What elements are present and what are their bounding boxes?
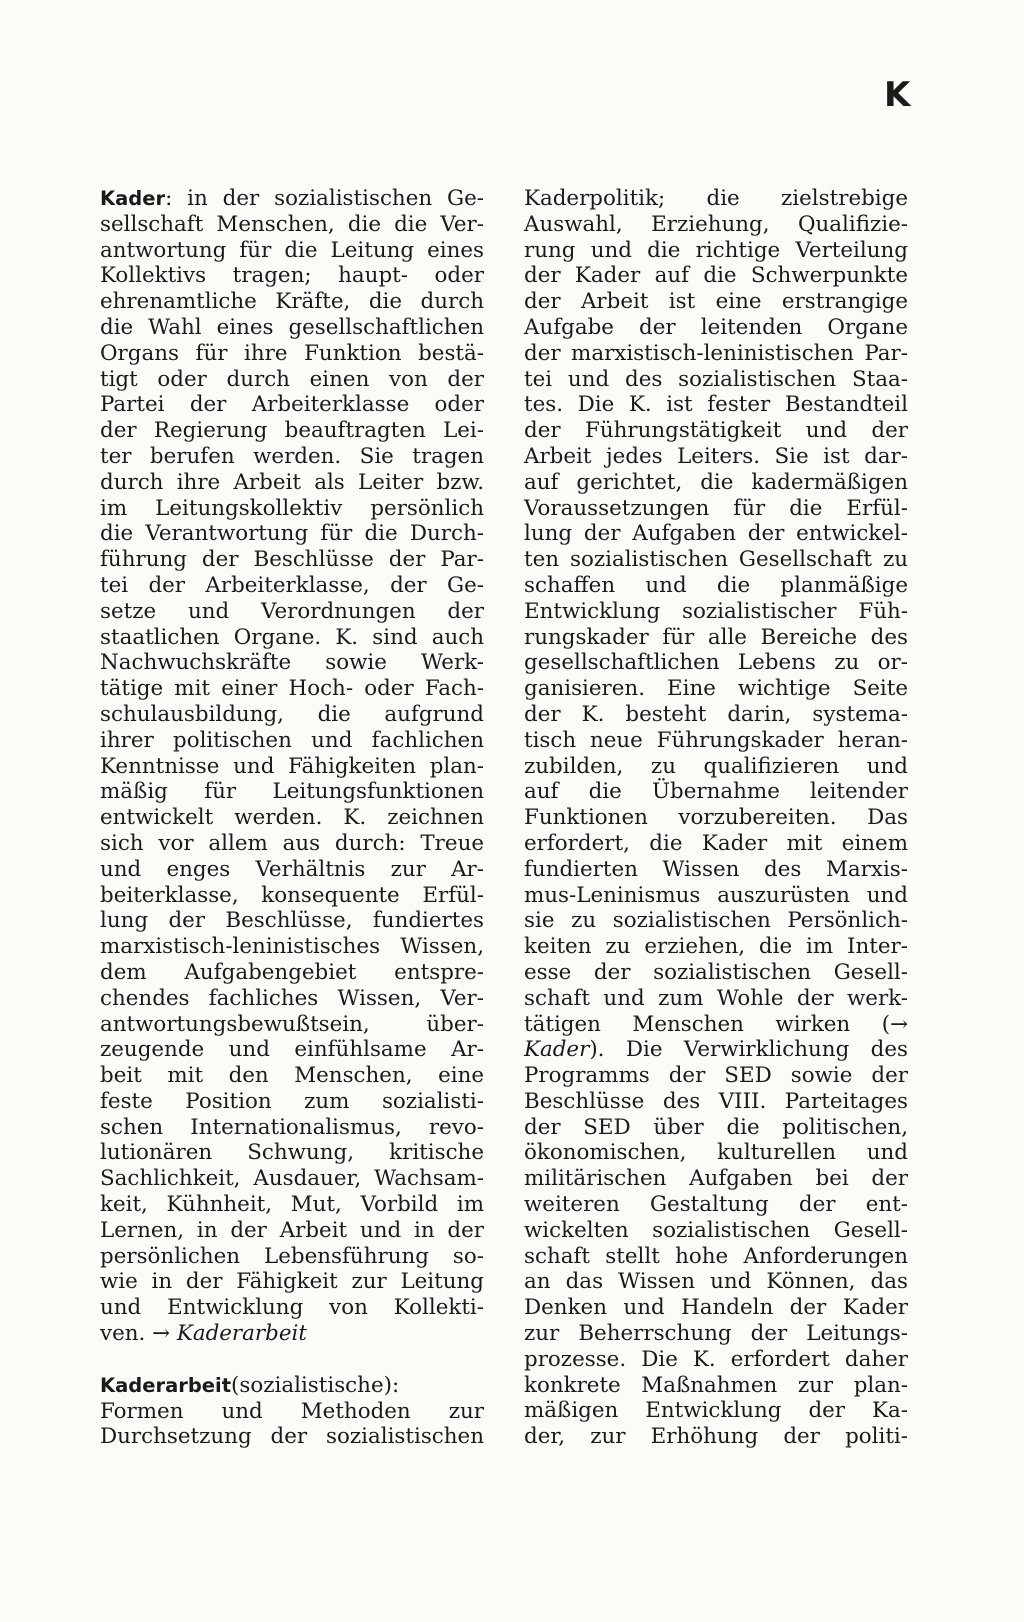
text-line: der Arbeit ist eine erstrangige — [524, 289, 908, 315]
text-line: rung und die richtige Verteilung — [524, 237, 908, 263]
entry-kaderarbeit-continued-body-2 — [524, 1063, 908, 1450]
text-line: erfordert, die Kader mit einem — [524, 830, 908, 856]
text-line: prozesse. Die K. erfordert daher — [524, 1346, 908, 1372]
text-line: weiteren Gestaltung der ent- — [524, 1192, 908, 1218]
text-line: beit mit den Menschen, eine — [100, 1063, 484, 1089]
text-line: Lernen, in der Arbeit und in der — [100, 1217, 484, 1243]
text-line: die Wahl eines gesellschaftlichen — [100, 314, 484, 340]
text-line: wie in der Fähigkeit zur Leitung — [100, 1269, 484, 1295]
text-line: ter berufen werden. Sie tragen — [100, 443, 484, 469]
text-line: Sachlichkeit, Ausdauer, Wachsam- — [100, 1166, 484, 1192]
text-line: der Kader auf die Schwerpunkte — [524, 263, 908, 289]
entry-kaderarbeit-first-line — [100, 1373, 484, 1399]
text-line: sellschaft Menschen, die die Ver- — [100, 211, 484, 237]
text-line: dem Aufgabengebiet entspre- — [100, 959, 484, 985]
text-line: der Regierung beauftragten Lei- — [100, 418, 484, 444]
text-line: ten sozialistischen Gesellschaft zu — [524, 547, 908, 573]
text-line: Denken und Handeln der Kader — [524, 1295, 908, 1321]
text-line: Organs für ihre Funktion bestä- — [100, 340, 484, 366]
text-line: fundierten Wissen des Marxis- — [524, 856, 908, 882]
text-line: schen Internationalismus, revo- — [100, 1114, 484, 1140]
entry-kaderarbeit-continued-body — [524, 186, 908, 1037]
entry-kaderarbeit-first-line-text: (sozialistische): — [231, 1372, 400, 1398]
text-line: wickelten sozialistischen Gesell- — [524, 1217, 908, 1243]
text-line: feste Position zum sozialisti- — [100, 1088, 484, 1114]
text-line: zubilden, zu qualifizieren und — [524, 753, 908, 779]
text-line: chendes fachliches Wissen, Ver- — [100, 985, 484, 1011]
text-line: mäßigen Entwicklung der Ka- — [524, 1398, 908, 1424]
text-line: Kenntnisse und Fähigkeiten plan- — [100, 753, 484, 779]
text-line: auf gerichtet, die kadermäßigen — [524, 469, 908, 495]
text-line: antwortungsbewußtsein, über- — [100, 1011, 484, 1037]
text-line: tätigen Menschen wirken (→ — [524, 1011, 908, 1037]
text-line: keit, Kühnheit, Mut, Vorbild im — [100, 1192, 484, 1218]
text-line: setze und Verordnungen der — [100, 598, 484, 624]
headword-kader: Kader — [100, 187, 166, 210]
entry-kader-first-line-text: : in der sozialistischen Ge- — [165, 186, 484, 211]
text-line: der marxistisch-leninistischen Par- — [524, 340, 908, 366]
text-line: tätige mit einer Hoch- oder Fach- — [100, 676, 484, 702]
text-line: und Entwicklung von Kollekti- — [100, 1295, 484, 1321]
text-line: auf die Übernahme leitender — [524, 779, 908, 805]
text-line: Partei der Arbeiterklasse oder — [100, 392, 484, 418]
text-line: tei der Arbeiterklasse, der Ge- — [100, 572, 484, 598]
text-line: und enges Verhältnis zur Ar- — [100, 856, 484, 882]
text-line: Programms der SED sowie der — [524, 1063, 908, 1089]
text-line: Kaderpolitik; die zielstrebige — [524, 186, 908, 211]
text-line: durch ihre Arbeit als Leiter bzw. — [100, 469, 484, 495]
section-letter: K — [884, 75, 911, 115]
text-line: tei und des sozialistischen Staa- — [524, 366, 908, 392]
text-line: entwickelt werden. K. zeichnen — [100, 805, 484, 831]
text-line: lutionären Schwung, kritische — [100, 1140, 484, 1166]
entry-kaderarbeit-body — [100, 1399, 484, 1451]
entry-kaderarbeit-ref-line-text: ). Die Verwirklichung des — [589, 1037, 908, 1063]
text-line: lung der Beschlüsse, fundiertes — [100, 908, 484, 934]
text-line: zeugende und einfühlsame Ar- — [100, 1037, 484, 1063]
text-line: Aufgabe der leitenden Organe — [524, 314, 908, 340]
left-column — [100, 186, 484, 1450]
text-line: Beschlüsse des VIII. Parteitages — [524, 1088, 908, 1114]
text-line: mäßig für Leitungsfunktionen — [100, 779, 484, 805]
text-line: ihrer politischen und fachlichen — [100, 727, 484, 753]
text-line: Voraussetzungen für die Erfül- — [524, 495, 908, 521]
text-line: Auswahl, Erziehung, Qualifizie- — [524, 211, 908, 237]
text-line: ganisieren. Eine wichtige Seite — [524, 676, 908, 702]
text-line: staatlichen Organe. K. sind auch — [100, 624, 484, 650]
entry-kaderarbeit-ref-line — [524, 1037, 908, 1063]
text-line: zur Beherrschung der Leitungs- — [524, 1321, 908, 1347]
entry-gap — [100, 1347, 484, 1373]
text-line: tisch neue Führungskader heran- — [524, 727, 908, 753]
entry-kader-last-line-text: ven. → — [100, 1321, 177, 1347]
text-line: sich vor allem aus durch: Treue — [100, 830, 484, 856]
right-column — [524, 186, 908, 1450]
text-line: Nachwuchskräfte sowie Werk- — [100, 650, 484, 676]
text-line: schaft und zum Wohle der werk- — [524, 985, 908, 1011]
text-line: konkrete Maßnahmen zur plan- — [524, 1372, 908, 1398]
text-line: antwortung für die Leitung eines — [100, 237, 484, 263]
text-line: an das Wissen und Können, das — [524, 1269, 908, 1295]
text-line: rungskader für alle Bereiche des — [524, 624, 908, 650]
text-line: der K. besteht darin, systema- — [524, 701, 908, 727]
text-line: marxistisch-leninistisches Wissen, — [100, 934, 484, 960]
text-line: lung der Aufgaben der entwickel- — [524, 521, 908, 547]
text-line: der, zur Erhöhung der politi- — [524, 1424, 908, 1450]
text-line: Arbeit jedes Leiters. Sie ist dar- — [524, 443, 908, 469]
text-line: schaffen und die planmäßige — [524, 572, 908, 598]
text-line: esse der sozialistischen Gesell- — [524, 959, 908, 985]
headword-kaderarbeit: Kaderarbeit — [100, 1373, 232, 1397]
text-line: schaft stellt hohe Anforderungen — [524, 1243, 908, 1269]
text-line: Durchsetzung der sozialistischen — [100, 1424, 484, 1450]
text-line: ehrenamtliche Kräfte, die durch — [100, 289, 484, 315]
text-line: persönlichen Lebensführung so- — [100, 1243, 484, 1269]
text-line: sie zu sozialistischen Persönlich- — [524, 908, 908, 934]
text-line: Kollektivs tragen; haupt- oder — [100, 263, 484, 289]
text-line: militärischen Aufgaben bei der — [524, 1166, 908, 1192]
text-line: schulausbildung, die aufgrund — [100, 701, 484, 727]
text-line: Formen und Methoden zur — [100, 1398, 484, 1424]
text-line: tigt oder durch einen von der — [100, 366, 484, 392]
text-line: Entwicklung sozialistischer Füh- — [524, 598, 908, 624]
cross-reference-kader[interactable]: Kader — [524, 1037, 590, 1063]
text-line: ökonomischen, kulturellen und — [524, 1140, 908, 1166]
text-line: beiterklasse, konsequente Erfül- — [100, 882, 484, 908]
text-line: gesellschaftlichen Lebens zu or- — [524, 650, 908, 676]
text-line: im Leitungskollektiv persönlich — [100, 495, 484, 521]
text-line: führung der Beschlüsse der Par- — [100, 547, 484, 573]
text-line: Funktionen vorzubereiten. Das — [524, 805, 908, 831]
entry-kader-body — [100, 212, 484, 1321]
text-line: die Verantwortung für die Durch- — [100, 521, 484, 547]
text-line: tes. Die K. ist fester Bestandteil — [524, 392, 908, 418]
text-line: keiten zu erziehen, die im Inter- — [524, 934, 908, 960]
cross-reference-kaderarbeit[interactable]: Kaderarbeit — [176, 1321, 307, 1347]
text-line: mus-Leninismus auszurüsten und — [524, 882, 908, 908]
text-line: der Führungstätigkeit und der — [524, 418, 908, 444]
entry-kader-first-line — [100, 186, 484, 212]
text-line: der SED über die politischen, — [524, 1114, 908, 1140]
entry-kader-last-line — [100, 1321, 484, 1347]
